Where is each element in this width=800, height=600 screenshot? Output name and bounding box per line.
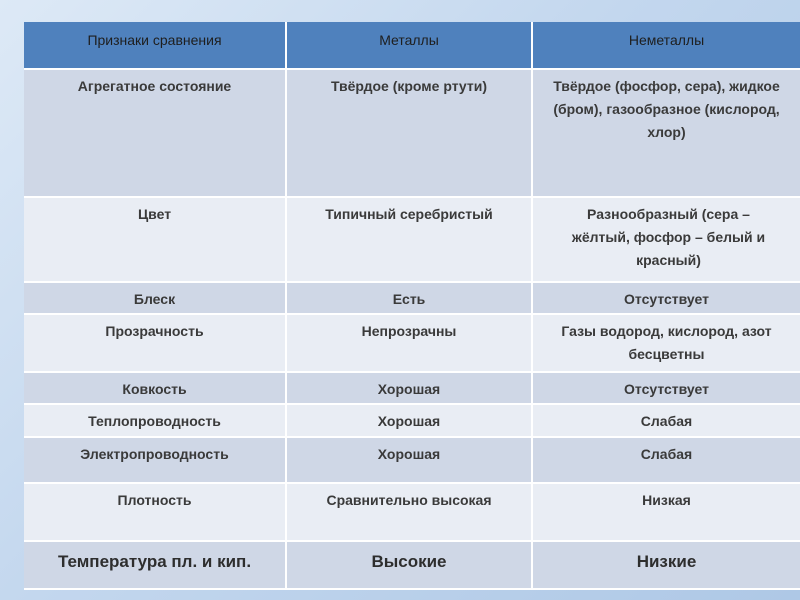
cell-metals: Твёрдое (кроме ртути) [286,69,532,197]
cell-nonmetals: Отсутствует [532,282,800,314]
cell-nonmetals: Твёрдое (фосфор, сера), жидкое (бром), газообразное (кислород, хлор) [532,69,800,197]
cell-criteria: Температура пл. и кип. [24,541,286,589]
cell-nonmetals: Разнообразный (сера – жёлтый, фосфор – белый и красный) [532,197,800,282]
header-criteria: Признаки сравнения [24,22,286,69]
cell-criteria: Электропроводность [24,437,286,483]
cell-criteria: Блеск [24,282,286,314]
cell-criteria: Цвет [24,197,286,282]
cell-criteria: Ковкость [24,372,286,404]
cell-nonmetals: Слабая [532,437,800,483]
cell-nonmetals: Низкая [532,483,800,541]
table-row [24,314,800,372]
table-row [24,437,800,483]
table-row [24,404,800,437]
table-header-row [24,22,800,69]
cell-metals: Хорошая [286,437,532,483]
cell-metals: Типичный серебристый [286,197,532,282]
table-row [24,69,800,197]
cell-criteria: Прозрачность [24,314,286,372]
table-row [24,483,800,541]
cell-metals: Сравнительно высокая [286,483,532,541]
cell-nonmetals: Газы водород, кислород, азот бесцветны [532,314,800,372]
table-row [24,197,800,282]
cell-metals: Хорошая [286,372,532,404]
cell-nonmetals: Отсутствует [532,372,800,404]
header-metals: Металлы [286,22,532,69]
cell-nonmetals: Слабая [532,404,800,437]
header-nonmetals: Неметаллы [532,22,800,69]
comparison-table [24,22,800,590]
cell-criteria: Плотность [24,483,286,541]
cell-criteria: Теплопроводность [24,404,286,437]
cell-criteria: Агрегатное состояние [24,69,286,197]
cell-metals: Высокие [286,541,532,589]
cell-metals: Есть [286,282,532,314]
cell-metals: Непрозрачны [286,314,532,372]
table-row [24,282,800,314]
table-row [24,372,800,404]
cell-nonmetals: Низкие [532,541,800,589]
table-row [24,541,800,589]
cell-metals: Хорошая [286,404,532,437]
